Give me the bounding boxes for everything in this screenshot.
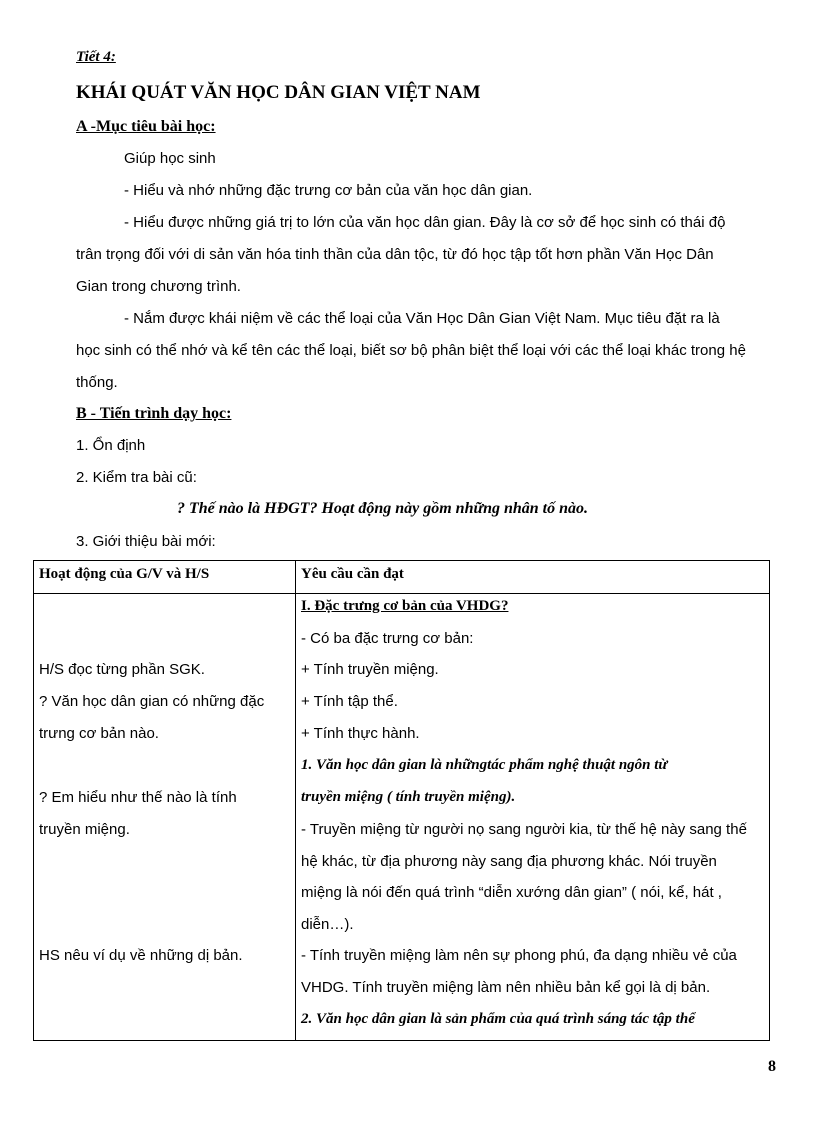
table-cell-right: - Truyền miệng từ người nọ sang người kia, từ thế hệ này sang thế — [301, 821, 747, 838]
table-cell-left: H/S đọc từng phần SGK. — [39, 661, 205, 678]
paragraph-line: - Hiểu và nhớ những đặc trưng cơ bản của văn học dân gian. — [124, 182, 533, 199]
paragraph-line: Gian trong chương trình. — [76, 278, 241, 295]
document-title: KHÁI QUÁT VĂN HỌC DÂN GIAN VIỆT NAM — [76, 82, 481, 103]
step-item: 2. Kiểm tra bài cũ: — [76, 469, 197, 486]
table-cell-right-bold: truyền miệng ( tính truyền miệng). — [301, 789, 516, 805]
table-cell-right: - Có ba đặc trưng cơ bản: — [301, 630, 474, 647]
section-heading-characteristics: I. Đặc trưng cơ bản của VHDG? — [301, 598, 509, 614]
paragraph-line: thống. — [76, 374, 118, 391]
table-cell-right: diễn…). — [301, 916, 354, 933]
table-cell-right-bold: 1. Văn học dân gian là nhữngtác phẩm nghệ thuật ngôn từ — [301, 757, 668, 773]
table-cell-left: ? Em hiểu như thế nào là tính — [39, 789, 237, 806]
paragraph-line: - Nắm được khái niệm về các thể loại của Văn Học Dân Gian Việt Nam. Mục tiêu đặt ra là — [124, 310, 720, 327]
table-cell-left: ? Văn học dân gian có những đặc — [39, 693, 265, 710]
table-cell-right: miệng là nói đến quá trình “diễn xướng dân gian” ( nói, kể, hát , — [301, 884, 722, 901]
table-header-requirement: Yêu cầu cần đạt — [301, 566, 404, 582]
section-a-heading: A -Mục tiêu bài học: — [76, 118, 216, 135]
table-cell-right: - Tính truyền miệng làm nên sự phong phú, đa dạng nhiều vẻ của — [301, 947, 737, 964]
paragraph-line: trân trọng đối với di sản văn hóa tinh thần của dân tộc, từ đó học tập tốt hơn phần Văn Học Dân — [76, 246, 714, 263]
table-cell-left: trưng cơ bản nào. — [39, 725, 159, 742]
paragraph-line: Giúp học sinh — [124, 150, 216, 167]
table-cell-right: VHDG. Tính truyền miệng làm nên nhiều bản kể gọi là dị bản. — [301, 979, 711, 996]
table-cell-right-bold: 2. Văn học dân gian là sản phẩm của quá trình sáng tác tập thể — [301, 1011, 695, 1027]
step-item: 3. Giới thiệu bài mới: — [76, 533, 216, 550]
table-cell-right: + Tính tập thể. — [301, 693, 398, 710]
table-cell-right: + Tính thực hành. — [301, 725, 420, 742]
table-column-divider — [295, 560, 296, 1041]
table-cell-left: truyền miệng. — [39, 821, 130, 838]
page-number: 8 — [768, 1058, 776, 1075]
paragraph-line: học sinh có thể nhớ và kể tên các thể loại, biết sơ bộ phân biệt thể loại với các thể loại khác trong hệ — [76, 342, 746, 359]
lesson-number: Tiết 4: — [76, 49, 116, 65]
section-b-heading: B - Tiến trình dạy học: — [76, 405, 232, 422]
table-header-divider — [33, 593, 770, 594]
table-header-activity: Hoạt động của G/V và H/S — [39, 566, 210, 582]
table-cell-right: hệ khác, từ địa phương này sang địa phương khác. Nói truyền — [301, 853, 717, 870]
table-cell-right: + Tính truyền miệng. — [301, 661, 439, 678]
step-item: 1. Ổn định — [76, 437, 146, 454]
review-question: ? Thế nào là HĐGT? Hoạt động này gồm những nhân tố nào. — [177, 500, 588, 517]
table-cell-left: HS nêu ví dụ về những dị bản. — [39, 947, 243, 964]
paragraph-line: - Hiểu được những giá trị to lớn của văn học dân gian. Đây là cơ sở để học sinh có thái độ — [124, 214, 726, 231]
